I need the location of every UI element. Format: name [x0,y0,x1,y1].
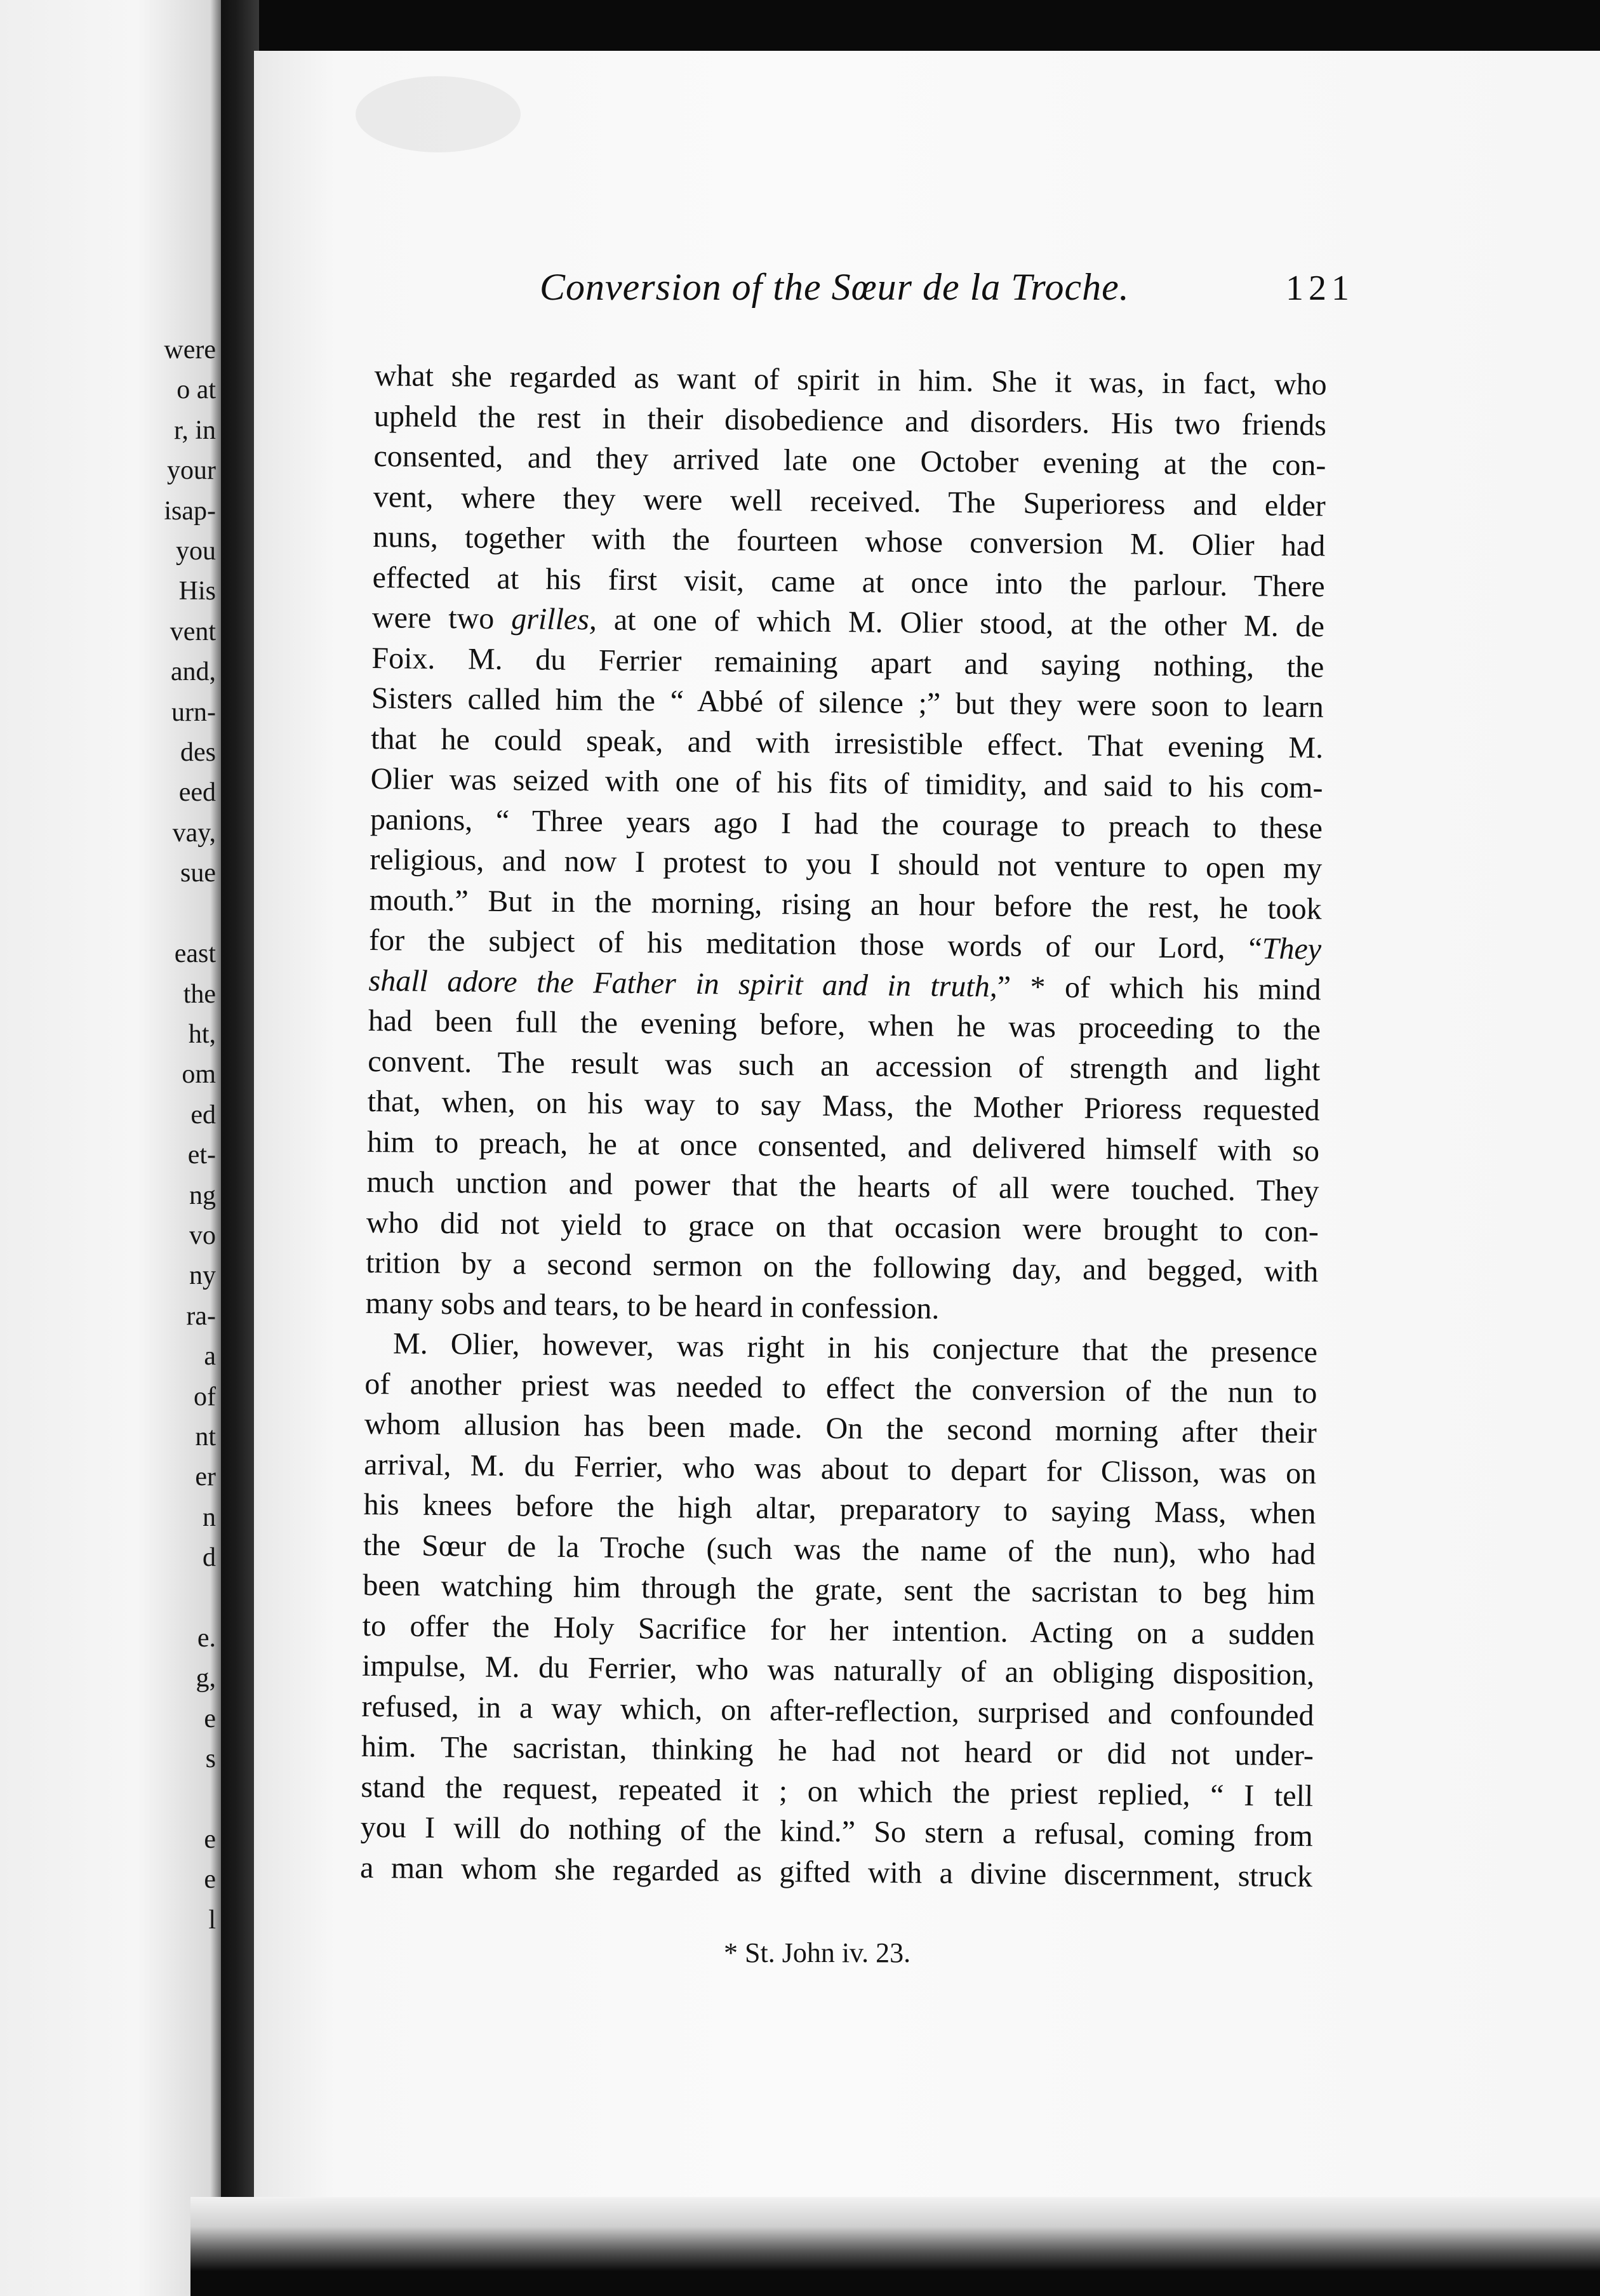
italic-run: shall adore the Father in spirit and in truth, [368,963,997,1003]
text-line: arrival, M. du Ferrier, who was about to depart for Clisson, was on [363,1447,1317,1490]
text-line: that he could speak, and with irresistible effect. That evening M. [370,721,1324,764]
facing-page-fragment: of [194,1382,216,1412]
text-line: of another priest was needed to effect the conversion of the nun to [364,1366,1317,1410]
facing-page-fragment: ht, [188,1019,216,1049]
facing-page-fragment: e. [197,1624,216,1653]
text-line: stand the request, repeated it ; on which the priest replied, “ I tell [361,1770,1314,1813]
facing-page-fragment [0,1780,216,1820]
facing-page-fragment: nt [195,1422,216,1452]
text-line: been watching him through the grate, sent the sacristan to beg him [363,1568,1316,1612]
italic-run: They [1262,931,1322,966]
text-line: panions, “ Three years ago I had the courage to preach to these [370,802,1323,845]
text-line: nuns, together with the fourteen whose conversion M. Olier had [373,519,1326,563]
text-line: to offer the Holy Sacrifice for her intention. Acting on a sudden [362,1608,1315,1652]
facing-page-fragment [0,894,216,934]
text-line: mouth.” But in the morning, rising an hour before the rest, he took [369,883,1322,926]
facing-page-fragment: were [164,335,216,364]
text-line: convent. The result was such an accession of strength and light [368,1044,1321,1087]
facing-page-fragment: ed [190,1100,216,1130]
facing-page-fragment: d [203,1543,216,1573]
text-line: upheld the rest in their disobedience and disorders. His two friends [373,399,1327,442]
facing-page-fragment: et- [187,1140,216,1170]
footnote: * St. John iv. 23. [724,1937,911,1968]
text-line: M. Olier, however, was right in his conjecture that the presence [392,1326,1318,1370]
text-line: effected at his first visit, came at once into the parlour. There [372,560,1325,603]
text-line: trition by a second sermon on the following day, and begged, with [366,1245,1319,1289]
facing-page-fragment: n [203,1502,216,1532]
text-line: you I will do nothing of the kind.” So stern a refusal, coming from [360,1810,1313,1853]
text-line: Olier was seized with one of his fits of timidity, and said to his com- [370,761,1323,805]
text-run: at one of which M. Olier stood, at the other M. de [613,603,1325,644]
text-line: had been full the evening before, when he was proceeding to the [368,1003,1321,1047]
text-line: impulse, M. du Ferrier, who was naturally of an obliging disposition, [361,1648,1315,1692]
facing-page-fragment: er [195,1462,216,1492]
text-line: refused, in a way which, on after-reflection, surprised and confounded [361,1689,1314,1732]
facing-page-text-fragments [0,330,216,1940]
facing-page-fragment: isap- [164,496,216,526]
facing-page-fragment: your [167,456,216,486]
facing-page-fragment: vay, [172,818,216,848]
body-text [360,356,1327,1897]
facing-page-fragment: o at [177,375,216,405]
facing-page-fragment: east [174,939,216,969]
facing-page-fragment: s [205,1744,216,1774]
facing-page-fragment: the [183,979,216,1009]
text-line: him. The sacristan, thinking he had not heard or did not under- [361,1729,1314,1773]
page-bottom-edge [190,2197,1600,2296]
text-line: what she regarded as want of spirit in him. She it was, in fact, who [374,358,1327,402]
text-line: the Sœur de la Troche (such was the name of the nun), who had [363,1528,1316,1571]
text-run: were two [371,600,495,636]
running-header [540,265,1352,316]
text-line: religious, and now I protest to you I should not venture to open my [370,842,1323,886]
text-line: Sisters called him the “ Abbé of silence ;” but they were soon to learn [371,681,1324,724]
facing-page-fragment: e [204,1825,216,1855]
text-line: Foix. M. du Ferrier remaining apart and saying nothing, the [371,641,1324,684]
facing-page-fragment: vo [189,1220,216,1250]
text-line: vent, where they were well received. The Superioress and elder [373,479,1326,523]
facing-page-fragment: a [204,1342,216,1372]
facing-page-fragment: e [204,1704,216,1733]
facing-page-fragment: vent [170,617,216,646]
text-line: much unction and power that the hearts of all were touched. They [366,1165,1319,1208]
book-gutter [221,0,259,2296]
facing-page-fragment: sue [180,858,216,888]
text-run: for the subject of his meditation those words of our Lord, “ [368,923,1263,966]
facing-page-fragment: e [204,1865,216,1895]
page-number: 121 [1286,269,1354,308]
text-line: a man whom she regarded as gifted with a divine discernment, struck [359,1850,1313,1893]
text-line: him to preach, he at once consented, and delivered himself with so [366,1125,1320,1168]
facing-page-fragment [0,1578,216,1619]
facing-page-fragment: ra- [186,1301,216,1331]
text-run: ” * of which his mind [997,969,1321,1006]
facing-page-fragment: ny [189,1261,216,1291]
facing-page-fragment: r, in [174,415,216,445]
text-line: whom allusion has been made. On the second morning after their [364,1406,1317,1450]
facing-page-fragment: urn- [171,697,216,727]
text-line: his knees before the high altar, preparatory to saying Mass, when [363,1487,1316,1531]
scan-smudge [356,76,521,152]
text-line: who did not yield to grace on that occasion were brought to con- [366,1205,1319,1248]
facing-page-fragment: eed [178,778,216,808]
italic-run: grilles, [510,602,597,637]
facing-page-fragment: you [176,537,216,566]
text-line: many sobs and tears, to be heard in confession. [365,1286,940,1326]
text-line: that, when, on his way to say Mass, the Mother Prioress requested [367,1084,1320,1128]
facing-page-fragment: des [180,738,216,768]
facing-page-fragment: om [182,1060,216,1090]
facing-page-fragment: l [208,1905,216,1935]
facing-page-fragment: and, [170,657,216,687]
facing-page-fragment: His [178,577,216,606]
facing-page-fragment: g, [196,1664,216,1693]
running-title: Conversion of the Sœur de la Troche. [540,266,1130,308]
facing-page-left [0,0,229,2296]
facing-page-fragment: ng [189,1180,216,1210]
text-line: consented, and they arrived late one October evening at the con- [373,439,1326,483]
